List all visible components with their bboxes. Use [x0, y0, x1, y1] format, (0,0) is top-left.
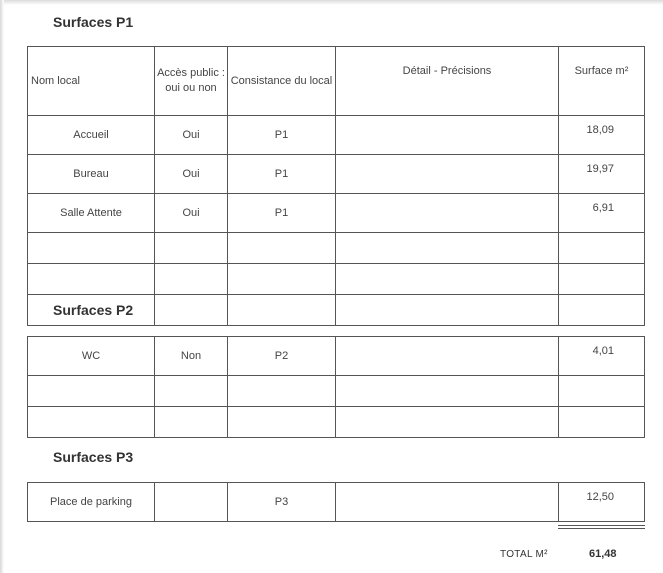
table-row	[28, 337, 645, 376]
cell-acces: Non	[155, 337, 228, 376]
table-row	[28, 483, 645, 522]
table-row-empty	[28, 376, 645, 407]
section-title-p1: Surfaces P1	[53, 14, 134, 30]
cell-nom: Bureau	[28, 155, 155, 194]
cell-acces: Oui	[155, 155, 228, 194]
header-detail: Détail - Précisions	[336, 47, 559, 116]
header-consistance: Consistance du local	[228, 47, 336, 116]
cell-detail	[336, 116, 559, 155]
cell-nom: Place de parking	[28, 483, 155, 522]
cell-surface: 19,97	[559, 155, 645, 194]
cell-detail	[336, 337, 559, 376]
header-acces-public: Accès public : oui ou non	[155, 47, 228, 116]
total-value: 61,48	[589, 548, 617, 560]
cell-surface: 4,01	[559, 337, 645, 376]
cell-consistance: P3	[228, 483, 336, 522]
total-rule-upper	[558, 525, 645, 526]
page-edge-left	[0, 0, 4, 573]
table-row	[28, 116, 645, 155]
cell-nom: Accueil	[28, 116, 155, 155]
table-row	[28, 155, 645, 194]
cell-consistance: P2	[228, 337, 336, 376]
section-title-p3: Surfaces P3	[53, 449, 134, 465]
cell-detail	[336, 155, 559, 194]
cell-consistance: P1	[228, 194, 336, 233]
cell-acces	[155, 483, 228, 522]
cell-acces: Oui	[155, 116, 228, 155]
table-header-row	[28, 47, 645, 116]
table-row	[28, 194, 645, 233]
cell-surface: 12,50	[559, 483, 645, 522]
cell-nom: WC	[28, 337, 155, 376]
table-row-empty	[28, 233, 645, 264]
header-surface: Surface m²	[559, 47, 645, 116]
cell-surface: 18,09	[559, 116, 645, 155]
cell-consistance: P1	[228, 116, 336, 155]
page-edge-top	[0, 0, 663, 5]
table-p2	[27, 336, 645, 438]
table-row-empty	[28, 407, 645, 438]
cell-nom: Salle Attente	[28, 194, 155, 233]
header-nom-local: Nom local	[28, 47, 155, 116]
table-p3	[27, 482, 645, 522]
table-row-empty	[28, 264, 645, 295]
cell-detail	[336, 194, 559, 233]
table-p1	[27, 46, 645, 326]
total-label: TOTAL M²	[500, 549, 548, 560]
cell-detail	[336, 483, 559, 522]
cell-acces: Oui	[155, 194, 228, 233]
total-rule-lower	[558, 528, 645, 529]
section-title-p2: Surfaces P2	[53, 302, 134, 318]
cell-surface: 6,91	[559, 194, 645, 233]
cell-consistance: P1	[228, 155, 336, 194]
